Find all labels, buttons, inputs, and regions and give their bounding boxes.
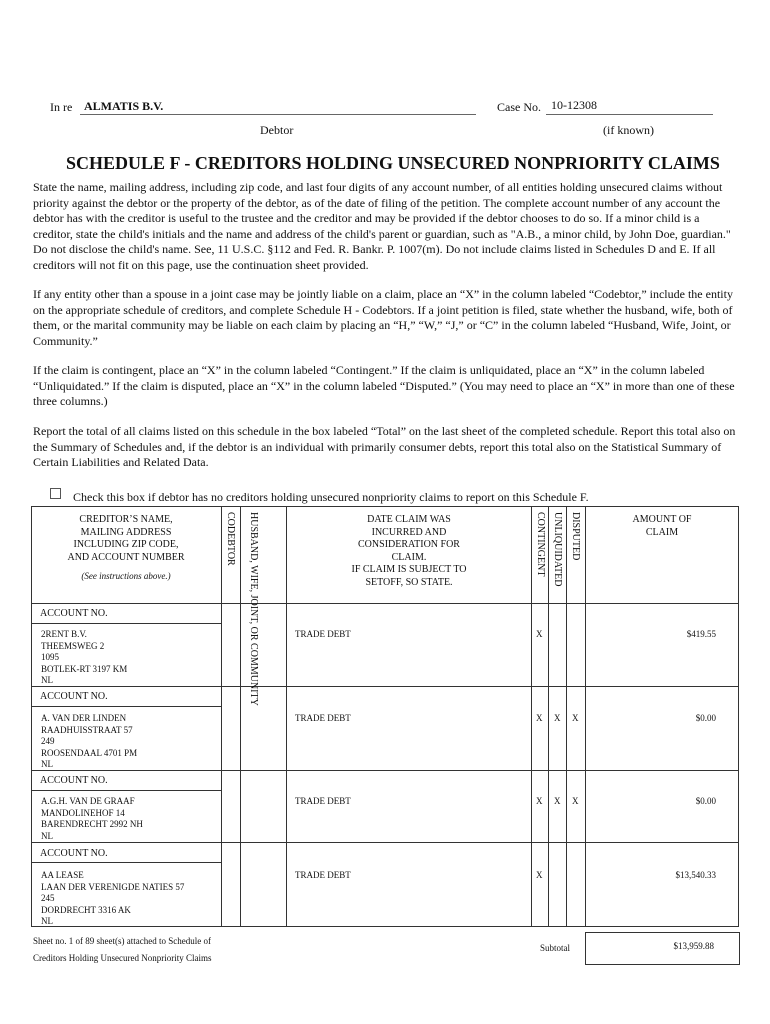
col-header-date-claim-line: SETOFF, SO STATE. (365, 576, 453, 588)
col-header-contingent: CONTINGENT (535, 512, 546, 577)
disputed-mark: X (572, 713, 579, 723)
creditor-address (41, 629, 127, 687)
account-no-line (31, 623, 221, 624)
no-creditors-checkbox-label: Check this box if debtor has no creditors holding unsecured nonpriority claims to report on this Schedule F. (73, 490, 589, 504)
contingent-mark: X (536, 870, 543, 880)
claim-description: TRADE DEBT (295, 870, 351, 880)
col-header-date-claim-line: CONSIDERATION FOR (358, 539, 460, 550)
address-line: RAADHUISSTRAAT 57 (41, 724, 133, 735)
contingent-mark: X (536, 796, 543, 806)
account-no-label: ACCOUNT NO. (40, 848, 108, 859)
col-header-hwjc-line: JOINT, OR (248, 594, 259, 641)
page-title: SCHEDULE F - CREDITORS HOLDING UNSECURED NONPRIORITY CLAIMS (66, 153, 720, 173)
unliquidated-mark: X (554, 796, 561, 806)
address-line: LAAN DER VERENIGDE NATIES 57 (41, 881, 185, 892)
instructions-paragraph-3: If the claim is contingent, place an “X” in the column labeled “Contingent.” If the claim is unliquidated, place an “X” in the column labeled “Unliquidated.” If the claim is disputed, place an “X” in the column labeled “Disputed.” (You may need to place an “X” in more than one of these three columns.) (33, 363, 735, 409)
account-no-label: ACCOUNT NO. (40, 691, 108, 702)
sheet-note (33, 933, 211, 967)
subtotal-label: Subtotal (540, 943, 571, 953)
creditor-address (41, 713, 137, 771)
row-separator (31, 842, 739, 843)
address-line: A. VAN DER LINDEN (41, 713, 127, 723)
col-header-creditor-line: CREDITOR’S NAME, (79, 514, 173, 525)
instructions-paragraph-1: State the name, mailing address, including zip code, and last four digits of any account number, of all entities holding unsecured claims without priority against the debtor or the property of the debtor, as of the date of filing of the petition. The complete account number of any account the debtor has with the creditor is useful to the trustee and the creditor and may be provided if the debtor chooses to do so. If a minor child is a creditor, state the child's initials and the name and address of the child's parent or guardian, such as "A.B., a minor child, by John Doe, guardian." Do not disclose the child's name. See, 11 U.S.C. §112 and Fed. R. Bankr. P. 1007(m). Do not include claims listed in Schedules D and E. If all creditors will not fit on this page, use the continuation sheet provided. (33, 180, 731, 272)
address-line: NL (41, 916, 53, 926)
col-header-creditor-line: AND ACCOUNT NUMBER (67, 551, 185, 563)
table-header-bottom (31, 603, 739, 604)
col-divider-amount (585, 506, 586, 927)
account-no-label: ACCOUNT NO. (40, 608, 108, 619)
row-separator (31, 686, 739, 687)
case-no-label: Case No. (497, 100, 541, 114)
col-header-hwjc-line: COMMUNITY (248, 643, 259, 706)
col-header-amount (586, 514, 738, 539)
row-separator (31, 770, 739, 771)
claim-amount: $13,540.33 (675, 870, 716, 880)
debtor-name: ALMATIS B.V. (84, 99, 164, 113)
creditor-address (41, 870, 184, 928)
claim-amount: $0.00 (695, 713, 716, 723)
claim-amount: $419.55 (686, 629, 716, 639)
unliquidated-mark: X (554, 713, 561, 723)
no-creditors-checkbox[interactable] (50, 488, 61, 499)
col-header-creditor-line: MAILING ADDRESS (80, 526, 172, 538)
contingent-mark: X (536, 713, 543, 723)
claim-description: TRADE DEBT (295, 629, 351, 639)
subtotal-amount: $13,959.88 (673, 941, 714, 951)
address-line: NL (41, 675, 53, 685)
address-line: DORDRECHT 3316 AK (41, 904, 131, 915)
col-header-creditor (32, 514, 220, 583)
col-header-date-claim-line: CLAIM. (391, 551, 427, 563)
claim-amount: $0.00 (695, 796, 716, 806)
col-header-hwjc-line: HUSBAND, WIFE, (248, 512, 259, 593)
debtor-caption: Debtor (260, 123, 294, 137)
contingent-mark: X (536, 629, 543, 639)
account-no-line (31, 790, 221, 791)
if-known-caption: (if known) (603, 123, 654, 137)
col-header-date-claim-line: IF CLAIM IS SUBJECT TO (351, 564, 467, 575)
claim-description: TRADE DEBT (295, 713, 351, 723)
address-line: NL (41, 830, 53, 841)
col-header-date-claim (287, 514, 531, 589)
address-line: ROOSENDAAL 4701 PM (41, 747, 138, 758)
col-header-date-claim-line: DATE CLAIM WAS (367, 514, 451, 525)
col-header-amount-line: CLAIM (645, 526, 679, 538)
address-line: 2RENT B.V. (41, 629, 87, 639)
col-header-disputed: DISPUTED (570, 512, 581, 561)
disputed-mark: X (572, 796, 579, 806)
creditor-address (41, 796, 143, 842)
col-header-date-claim-line: INCURRED AND (371, 526, 447, 538)
in-re-label: In re (50, 100, 73, 114)
sheet-note-line: Sheet no. 1 of 89 sheet(s) attached to Schedule of (33, 936, 211, 946)
col-header-unliquidated: UNLIQUIDATED (552, 512, 563, 587)
address-line: BOTLEK-RT 3197 KM (41, 663, 128, 674)
account-no-line (31, 862, 221, 863)
instructions-paragraph-2: If any entity other than a spouse in a joint case may be jointly liable on a claim, place an “X” in the column labeled “Codebtor,” include the entity on the appropriate schedule of creditors, and complete Schedule H - Codebtors. If a joint petition is filed, state whether the husband, wife, both of them, or the marital community may be liable on each claim by placing an “H,” “W,” “J,” or “C” in the column labeled “Husband, Wife, Joint, or Community.” (33, 287, 733, 348)
col-divider-contingent (531, 506, 532, 927)
address-line: A.G.H. VAN DE GRAAF (41, 796, 135, 806)
address-line: BARENDRECHT 2992 NH (41, 819, 143, 829)
col-header-hwjc (248, 512, 259, 706)
table-right-border (738, 506, 739, 927)
col-divider-codebtor (221, 506, 222, 927)
col-header-codebtor: CODEBTOR (225, 512, 236, 566)
sheet-note-line: Creditors Holding Unsecured Nonpriority Claims (33, 953, 212, 963)
col-header-creditor-line: INCLUDING ZIP CODE, (73, 539, 179, 550)
table-top-border (31, 506, 739, 507)
account-no-line (31, 706, 221, 707)
account-no-label: ACCOUNT NO. (40, 775, 108, 786)
address-line: 245 (41, 893, 55, 903)
col-header-creditor-note: (See instructions above.) (81, 571, 171, 581)
address-line: 1095 (41, 652, 59, 662)
address-line: THEEMSWEG 2 (41, 640, 105, 651)
claim-description: TRADE DEBT (295, 796, 351, 806)
instructions-paragraph-4: Report the total of all claims listed on this schedule in the box labeled “Total” on the last sheet of the completed schedule. Report this total also on the Summary of Schedules and, if the debtor is an individual with primarily consumer debts, report this total also on the Statistical Summary of Certain Liabilities and Related Data. (33, 424, 736, 470)
col-divider-disputed (566, 506, 567, 927)
address-line: MANDOLINEHOF 14 (41, 807, 125, 818)
col-divider-unliquidated (548, 506, 549, 927)
address-line: 249 (41, 736, 55, 746)
address-line: AA LEASE (41, 870, 84, 880)
col-divider-hwjc (240, 506, 241, 927)
case-no-value: 10-12308 (551, 98, 597, 112)
address-line: NL (41, 759, 53, 769)
col-header-amount-line: AMOUNT OF (632, 514, 692, 525)
